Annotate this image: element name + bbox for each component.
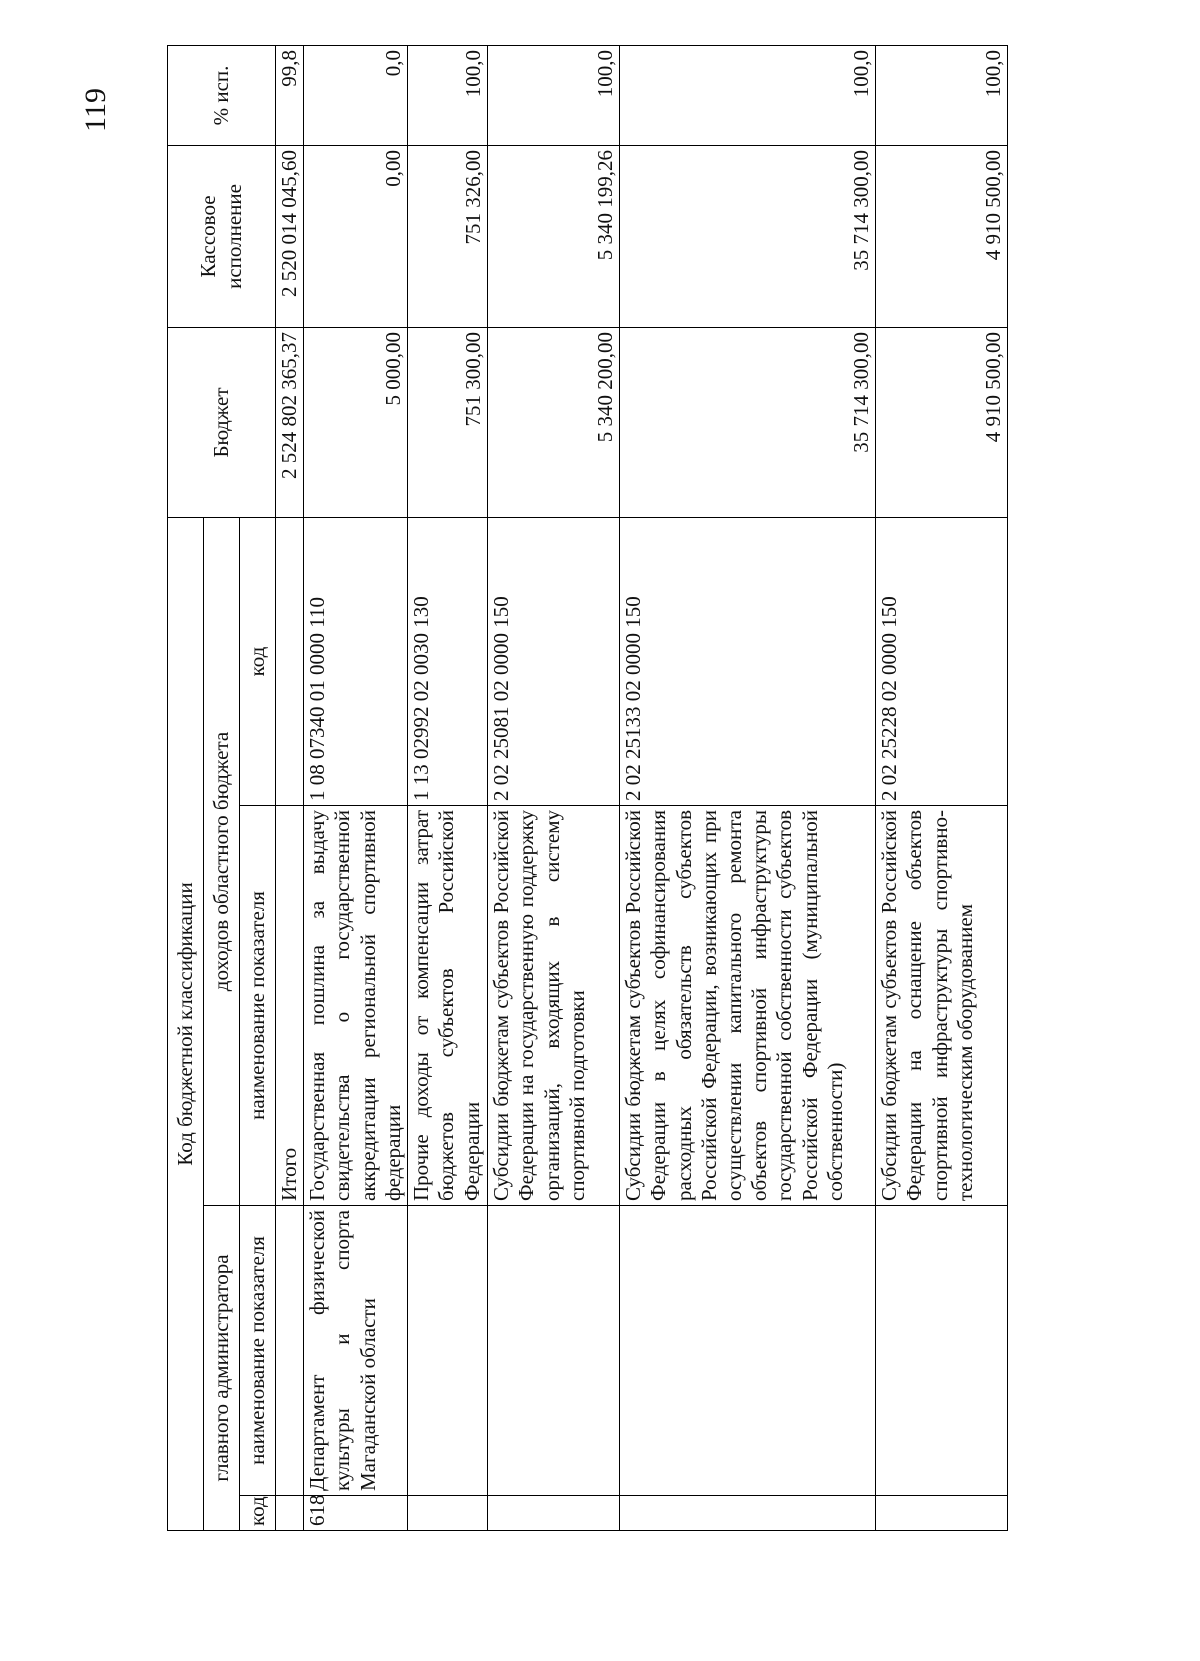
total-income-code-cell — [276, 517, 304, 805]
empty-admin-code — [620, 1496, 876, 1531]
row-budget: 4 910 500,00 — [876, 327, 1008, 517]
total-admin-cell — [276, 1206, 304, 1496]
row-budget: 5 340 200,00 — [488, 327, 620, 517]
header-cash: Кассовое исполнение — [168, 145, 276, 327]
row-percent: 100,0 — [408, 45, 488, 145]
total-cash: 2 520 014 045,60 — [276, 145, 304, 327]
rotated-table-block — [167, 49, 1007, 1531]
total-percent: 99,8 — [276, 45, 304, 145]
empty-admin-code — [488, 1496, 620, 1531]
row-cash: 4 910 500,00 — [876, 145, 1008, 327]
row-code: 2 02 25228 02 0000 150 — [876, 517, 1008, 805]
header-income-group: доходов областного бюджета — [204, 517, 240, 1205]
header-admin-group: главного администратора — [204, 1206, 240, 1531]
empty-admin-name — [408, 1206, 488, 1496]
row-name: Субсидии бюджетам субъектов Российской Федерации на оснащение объектов спортивной инфраструктуры спортивно-технологическим оборудованием — [876, 806, 1008, 1206]
empty-admin-name — [876, 1206, 1008, 1496]
header-percent: % исп. — [168, 45, 276, 145]
row-code: 1 08 07340 01 0000 110 — [304, 517, 408, 805]
header-budget: Бюджет — [168, 327, 276, 517]
table-row — [488, 45, 620, 1530]
empty-admin-code — [408, 1496, 488, 1531]
empty-admin-code — [876, 1496, 1008, 1531]
row-percent: 0,0 — [304, 45, 408, 145]
table-row — [620, 45, 876, 1530]
row-cash: 35 714 300,00 — [620, 145, 876, 327]
row-budget: 5 000,00 — [304, 327, 408, 517]
row-budget: 35 714 300,00 — [620, 327, 876, 517]
row-code: 2 02 25081 02 0000 150 — [488, 517, 620, 805]
row-percent: 100,0 — [876, 45, 1008, 145]
budget-table — [167, 45, 1008, 1531]
header-admin-code: код — [240, 1496, 276, 1531]
total-budget: 2 524 802 365,37 — [276, 327, 304, 517]
table-row — [408, 45, 488, 1530]
row-name: Субсидии бюджетам субъектов Российской Федерации в целях софинансирования расходных обязательств субъектов Российской Федерации, возникающих при осуществлении капитального ремонта объектов спортивной инфраструктуры государственной собственности субъектов Российской Федерации (муниципальной собственности) — [620, 806, 876, 1206]
header-income-name: наименование показателя — [240, 806, 276, 1206]
header-classification: Код бюджетной классификации — [168, 517, 204, 1530]
row-percent: 100,0 — [620, 45, 876, 145]
row-name: Государственная пошлина за выдачу свидетельства о государственной аккредитации региональной спортивной федерации — [304, 806, 408, 1206]
admin-name: Департамент физической культуры и спорта Магаданской области — [304, 1206, 408, 1496]
header-income-code: код — [240, 517, 276, 805]
page-number: 119 — [79, 88, 112, 132]
empty-admin-name — [620, 1206, 876, 1496]
row-name: Прочие доходы от компенсации затрат бюджетов субъектов Российской Федерации — [408, 806, 488, 1206]
total-code-cell — [276, 1496, 304, 1531]
total-row — [276, 45, 304, 1530]
row-cash: 0,00 — [304, 145, 408, 327]
table-row — [304, 45, 408, 1530]
row-budget: 751 300,00 — [408, 327, 488, 517]
header-admin-name: наименование показателя — [240, 1206, 276, 1496]
row-code: 1 13 02992 02 0030 130 — [408, 517, 488, 805]
table-row — [876, 45, 1008, 1530]
row-percent: 100,0 — [488, 45, 620, 145]
row-cash: 5 340 199,26 — [488, 145, 620, 327]
admin-code: 618 — [304, 1496, 408, 1531]
empty-admin-name — [488, 1206, 620, 1496]
row-code: 2 02 25133 02 0000 150 — [620, 517, 876, 805]
row-cash: 751 326,00 — [408, 145, 488, 327]
row-name: Субсидии бюджетам субъектов Российской Федерации на государственную поддержку организаций, входящих в систему спортивной подготовки — [488, 806, 620, 1206]
total-label: Итого — [276, 806, 304, 1206]
